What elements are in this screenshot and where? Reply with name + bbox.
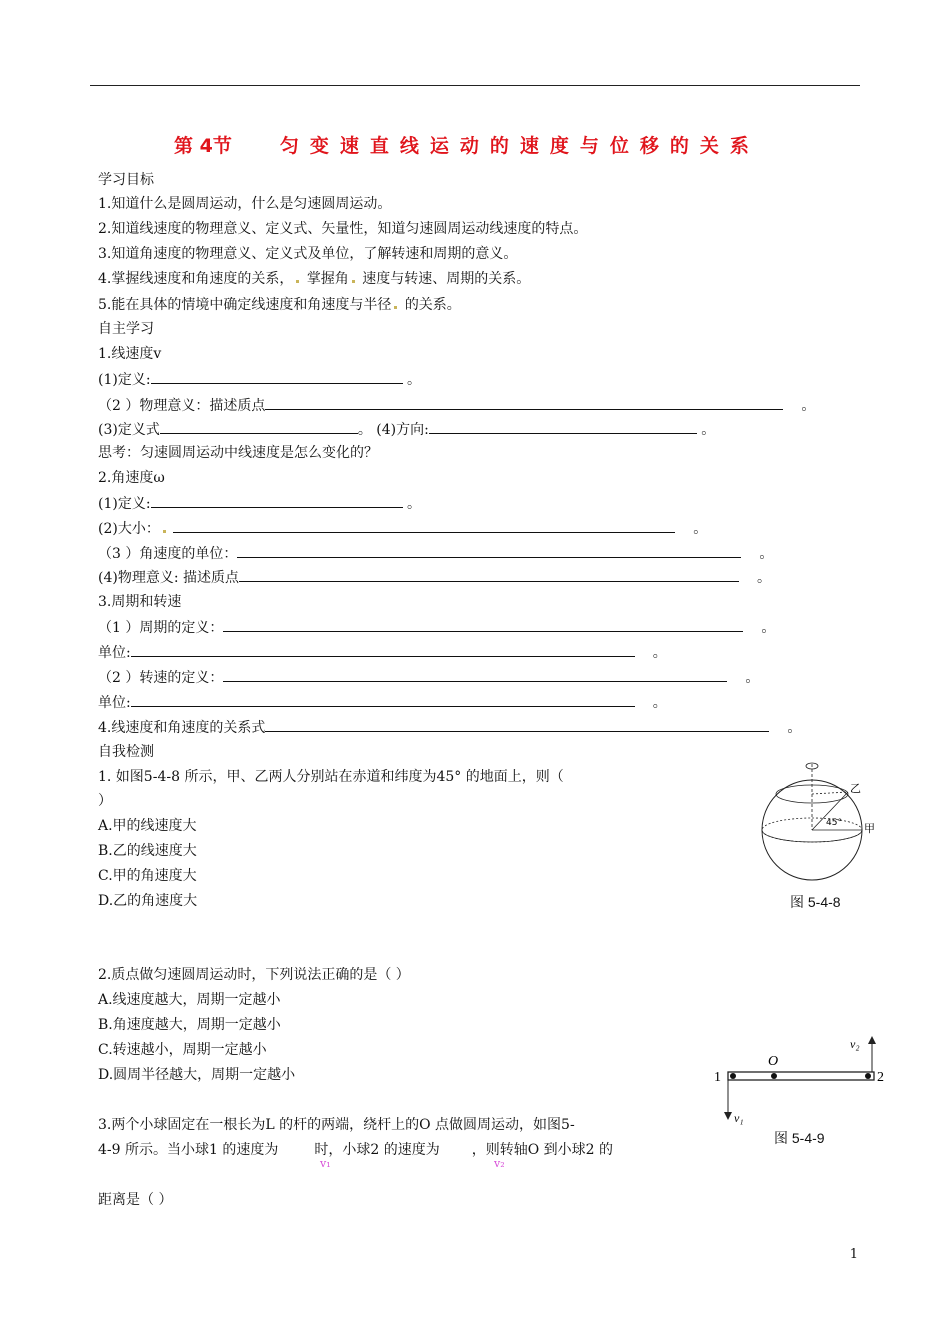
av-unit-label: （3 ）角速度的单位：	[98, 546, 238, 562]
period: 。	[745, 670, 760, 686]
goal-2: 2.知道线速度的物理意义、定义式、矢量性，知道匀速圆周运动线速度的特点。	[98, 221, 588, 237]
period-unit	[98, 643, 667, 662]
period: 。	[407, 372, 422, 388]
blank[interactable]	[151, 370, 403, 384]
speed-definition	[98, 668, 759, 687]
q2-option-b[interactable]: B.角速度越大，周期一定越小	[98, 1017, 281, 1033]
blank[interactable]	[429, 420, 697, 434]
fig2-caption: 图 5-4-9	[774, 1130, 825, 1146]
angular-velocity-title: 2.角速度ω	[98, 470, 165, 486]
label-v2: v₂	[850, 1037, 860, 1051]
period: 。	[759, 546, 774, 562]
av-definition	[98, 494, 421, 513]
period: 。	[761, 620, 776, 636]
title-text: 匀变速直线运动的速度与位移的关系	[279, 135, 760, 157]
period: 。	[652, 695, 667, 711]
globe-figure	[752, 752, 880, 882]
period: 。	[701, 422, 716, 438]
label-1: 1	[714, 1070, 721, 1085]
period: 。	[407, 496, 422, 512]
q2-option-c[interactable]: C.转速越小，周期一定越小	[98, 1042, 267, 1058]
rod-figure	[708, 1034, 892, 1130]
lv-definition	[98, 370, 421, 389]
label-angle: 45°	[826, 818, 842, 828]
relation	[98, 718, 801, 737]
period-definition	[98, 618, 775, 637]
q2-option-d[interactable]: D.圆周半径越大，周期一定越小	[98, 1067, 296, 1083]
q3-part-b: 4-9 所示。当小球1 的速度为	[98, 1142, 279, 1158]
av-meaning	[98, 568, 771, 587]
q3-line-3: 距离是（ ）	[98, 1192, 173, 1208]
q3-v2: v₂	[494, 1157, 505, 1170]
goal-4	[98, 270, 530, 288]
dot-mark	[394, 306, 397, 309]
q3-line-1: 3.两个小球固定在一根长为L 的杆的两端，绕杆上的O 点做圆周运动，如图5-	[98, 1117, 575, 1133]
q3-part-c: 时，小球2 的速度为	[314, 1142, 440, 1158]
goal-4a: 4.掌握线速度和角速度的关系，	[98, 271, 294, 287]
heading-self-study: 自主学习	[98, 321, 154, 337]
blank[interactable]	[239, 568, 739, 582]
blank[interactable]	[223, 668, 727, 682]
q2-option-a[interactable]: A.线速度越大，周期一定越小	[98, 992, 281, 1008]
lv-formula-label: (3)定义式	[98, 422, 160, 438]
blank[interactable]	[237, 544, 741, 558]
goal-5b: 的关系。	[404, 297, 461, 313]
lv-meaning-label: （2 ）物理意义：描述质点	[98, 398, 266, 414]
lv-direction-label: 。 (4)方向:	[357, 422, 429, 438]
period: 。	[757, 570, 771, 586]
period: 。	[801, 398, 816, 414]
linear-velocity-title: 1.线速度v	[98, 346, 162, 362]
blank[interactable]	[173, 519, 675, 533]
blank[interactable]	[265, 718, 769, 732]
think-question: 思考：匀速圆周运动中线速度是怎么变化的？	[98, 445, 378, 461]
relation-label: 4.线速度和角速度的关系式	[98, 720, 266, 736]
av-mag-label: (2)大小：	[98, 521, 160, 537]
q1-option-a[interactable]: A.甲的线速度大	[98, 818, 197, 834]
blank[interactable]	[151, 494, 403, 508]
blank[interactable]	[131, 643, 635, 657]
dot-mark	[296, 280, 299, 283]
av-def-label: (1)定义:	[98, 496, 151, 512]
q1-text: 1. 如图5-4-8 所示，甲、乙两人分别站在赤道和纬度为45° 的地面上，则（	[98, 769, 564, 785]
header-rule	[90, 85, 860, 86]
label-O: O	[768, 1054, 779, 1069]
lv-meaning	[98, 396, 815, 415]
blank[interactable]	[223, 618, 743, 632]
heading-goals: 学习目标	[98, 172, 154, 188]
lv-formula	[98, 420, 715, 439]
q3-part-d: ，则转轴O 到小球2 的	[471, 1142, 614, 1158]
goal-4b: 掌握角	[306, 271, 349, 287]
av-unit	[98, 544, 773, 563]
period-def-label: （1 ）周期的定义：	[98, 620, 224, 636]
av-meaning-label: (4)物理意义: 描述质点	[98, 570, 239, 586]
label-jia: 甲	[864, 822, 875, 835]
period: 。	[652, 645, 667, 661]
q3-v1: v₁	[320, 1157, 331, 1170]
period-title: 3.周期和转速	[98, 594, 182, 610]
goal-5a: 5.能在具体的情境中确定线速度和角速度与半径	[98, 297, 392, 313]
blank[interactable]	[131, 693, 635, 707]
q1-option-d[interactable]: D.乙的角速度大	[98, 893, 198, 909]
goal-5	[98, 296, 461, 314]
q1-option-c[interactable]: C.甲的角速度大	[98, 868, 197, 884]
lv-def-label: (1)定义:	[98, 372, 151, 388]
speed-def-label: （2 ）转速的定义：	[98, 670, 224, 686]
blank[interactable]	[160, 420, 358, 434]
page-number: 1	[849, 1247, 858, 1262]
blank[interactable]	[265, 396, 783, 410]
page-title	[174, 131, 760, 158]
section-number: 第 4节	[174, 135, 232, 157]
dot-mark	[163, 530, 166, 533]
label-v1: v₁	[734, 1111, 744, 1125]
goal-3: 3.知道角速度的物理意义、定义式及单位，了解转速和周期的意义。	[98, 246, 518, 262]
heading-self-check: 自我检测	[98, 744, 154, 760]
q2-text: 2.质点做匀速圆周运动时，下列说法正确的是（ ）	[98, 967, 410, 983]
speed-unit-label: 单位:	[98, 695, 131, 711]
speed-unit	[98, 693, 667, 712]
period: 。	[693, 521, 708, 537]
q1-text-cont: ）	[98, 793, 112, 809]
dot-mark	[352, 280, 355, 283]
label-yi: 乙	[850, 782, 861, 795]
period-unit-label: 单位:	[98, 645, 131, 661]
label-2: 2	[877, 1070, 884, 1085]
q1-option-b[interactable]: B.乙的线速度大	[98, 843, 197, 859]
av-magnitude	[98, 519, 707, 538]
goal-4c: 速度与转速、周期的关系。	[362, 271, 531, 287]
period: 。	[787, 720, 802, 736]
fig1-caption: 图 5-4-8	[790, 894, 841, 910]
q3-line-2	[98, 1141, 613, 1159]
goal-1: 1.知道什么是圆周运动，什么是匀速圆周运动。	[98, 196, 392, 212]
